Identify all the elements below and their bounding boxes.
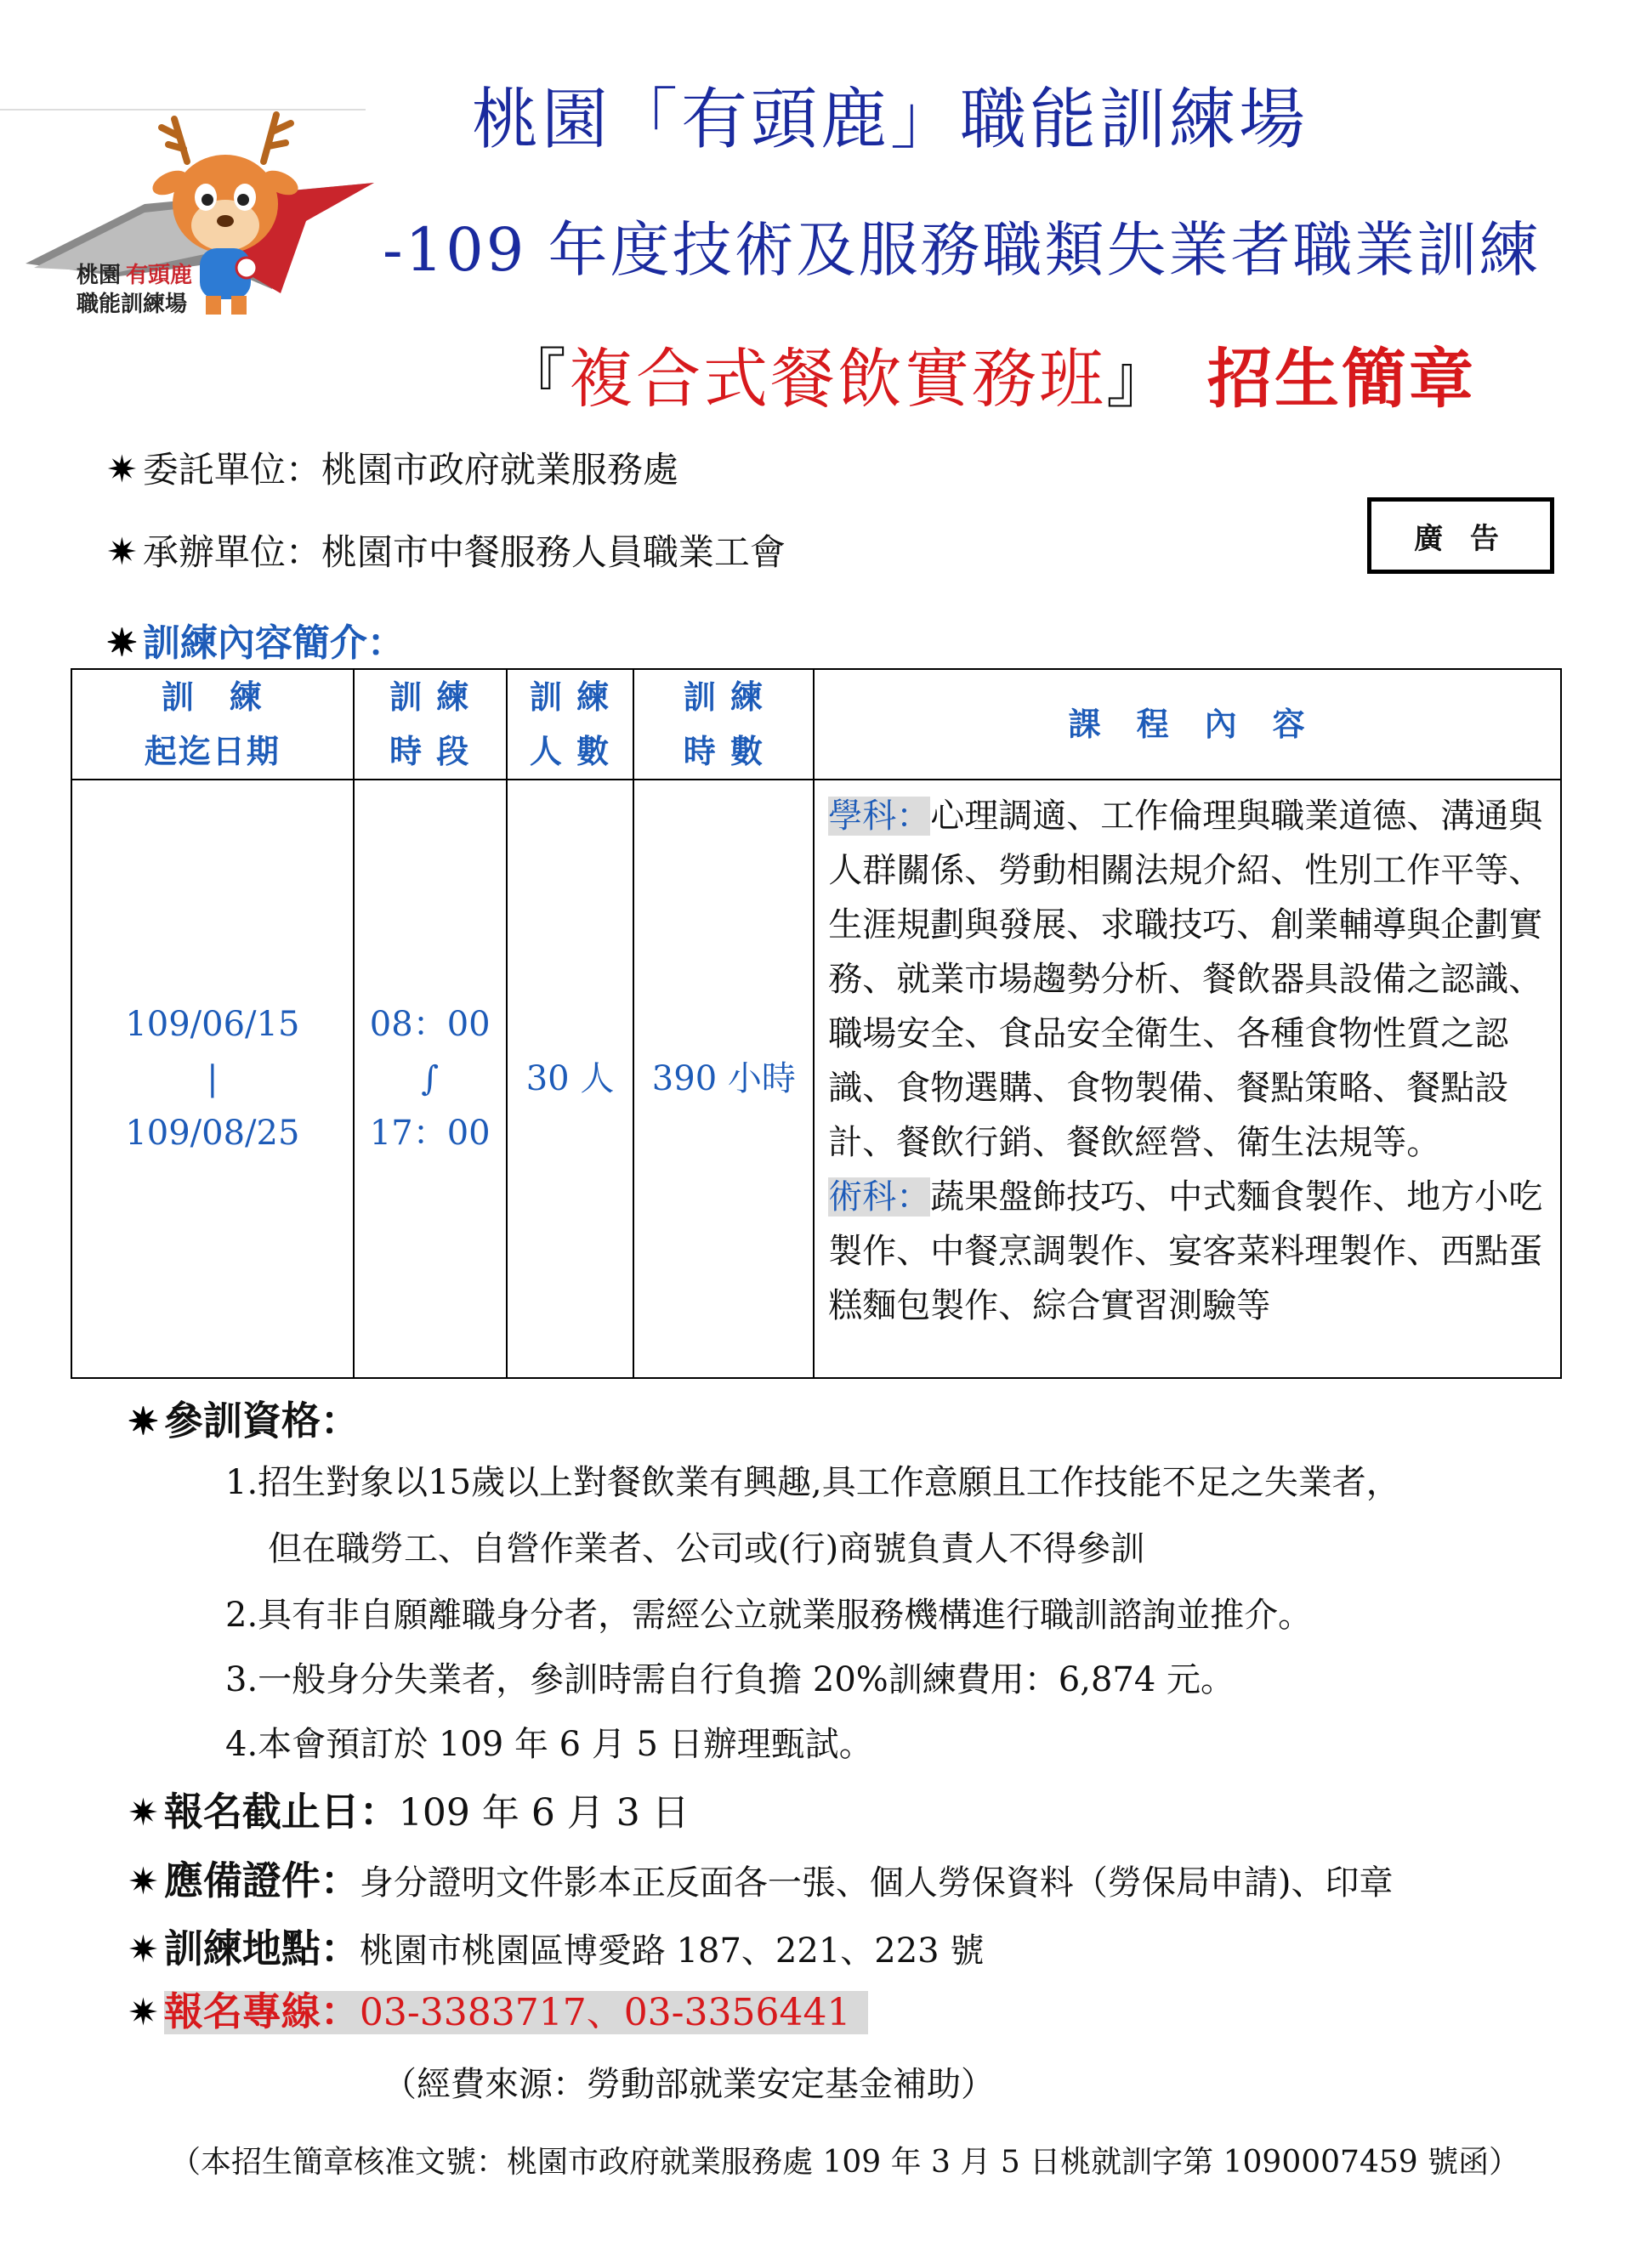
ad-badge: 廣 告	[1367, 497, 1554, 574]
contractor-value: 桃園市中餐服務人員職業工會	[321, 531, 786, 573]
practice-label: 術科：	[828, 1177, 931, 1217]
star-bullet-icon: ✷	[128, 1400, 159, 1443]
cell-period	[354, 780, 507, 1378]
hotline-value: 03-3383717、03-3356441	[359, 1991, 851, 2034]
title-open-bracket: 『	[502, 341, 569, 417]
practice-text: 蔬果盤飾技巧、中式麵食製作、地方小吃製作、中餐烹調製作、宴客菜料理製作、西點蛋糕麵包製作、綜合實習測驗等	[828, 1177, 1543, 1325]
title-close-bracket: 』	[1106, 341, 1173, 417]
cell-content	[814, 780, 1561, 1378]
deadline-label: 報名截止日：	[163, 1789, 399, 1835]
header-period-line2: 時 段	[389, 732, 471, 770]
documents-value: 身分證明文件影本正反面各一張、個人勞保資料（勞保局申請)、印章	[359, 1863, 1394, 1903]
header-hours-line1: 訓 練	[683, 678, 764, 716]
deadline-value: 109 年 6 月 3 日	[398, 1791, 690, 1835]
header-content: 課 程 內 容	[814, 669, 1561, 780]
header-period-line1: 訓 練	[389, 678, 471, 716]
contractor-line	[106, 525, 786, 576]
approval-note: （本招生簡章核准文號：桃園市政府就業服務處 109 年 3 月 5 日桃就訓字第 1090007459 號函）	[170, 2145, 1520, 2180]
course-name: 複合式餐飲實務班	[569, 341, 1106, 417]
svg-text:有頭鹿: 有頭鹿	[126, 263, 193, 288]
header-people-line2: 人 數	[529, 732, 611, 770]
qualification-item-1-cont: 但在職勞工、自營作業者、公司或(行)商號負責人不得參訓	[268, 1529, 1145, 1568]
funding-note: （經費來源：勞動部就業安定基金補助）	[383, 2065, 995, 2104]
star-bullet-icon: ✷	[128, 1860, 159, 1903]
documents-line	[128, 1850, 1393, 1906]
cell-dates	[71, 780, 354, 1378]
star-bullet-icon: ✷	[128, 1928, 159, 1971]
star-bullet-icon: ✷	[106, 621, 138, 665]
date-start: 109/06/15	[125, 1005, 300, 1044]
summary-heading	[106, 612, 405, 666]
qualification-item-2: 2.具有非自願離職身分者，需經公立就業服務機構進行職訓諮詢並推介。	[225, 1596, 1313, 1635]
commission-label: 委託單位：	[142, 449, 321, 491]
location-label: 訓練地點：	[163, 1926, 360, 1971]
table-header-row	[71, 669, 1561, 780]
theory-label: 學科：	[828, 797, 931, 836]
date-end: 109/08/25	[125, 1114, 300, 1153]
summary-label: 訓練內容簡介：	[142, 621, 405, 665]
commission-line	[106, 442, 678, 493]
time-start: 08：00	[369, 1005, 491, 1044]
svg-text:桃園: 桃園	[77, 263, 122, 288]
header-people	[507, 669, 634, 780]
time-separator: ∫	[421, 1059, 440, 1098]
qualification-item-3: 3.一般身分失業者，參訓時需自行負擔 20%訓練費用：6,874 元。	[225, 1660, 1235, 1699]
star-bullet-icon: ✷	[106, 448, 138, 491]
time-end: 17：00	[369, 1114, 491, 1153]
location-line	[128, 1918, 984, 1974]
commission-value: 桃園市政府就業服務處	[321, 449, 678, 491]
star-bullet-icon: ✷	[106, 530, 138, 574]
svg-text:職能訓練場: 職能訓練場	[77, 292, 188, 317]
deer-mascot-icon	[17, 102, 374, 340]
header-date	[71, 669, 354, 780]
documents-label: 應備證件：	[163, 1857, 360, 1903]
contractor-label: 承辦單位：	[142, 531, 321, 573]
header-hours-line2: 時 數	[683, 732, 764, 770]
deadline-line	[128, 1781, 690, 1837]
theory-block	[828, 789, 1547, 1170]
location-value: 桃園市桃園區博愛路 187、221、223 號	[359, 1931, 985, 1971]
star-bullet-icon: ✷	[128, 1791, 159, 1835]
header-date-line1: 訓 練	[161, 678, 264, 716]
course-title	[502, 327, 1476, 420]
logo	[17, 102, 374, 340]
hotline-label: 報名專線：	[163, 1988, 360, 2034]
star-bullet-icon: ✷	[128, 1991, 159, 2034]
qualification-heading	[128, 1390, 360, 1446]
title-suffix: 招生簡章	[1207, 341, 1476, 417]
header-hours	[633, 669, 814, 780]
qualification-title: 參訓資格：	[163, 1398, 360, 1443]
header-people-line1: 訓 練	[529, 678, 611, 716]
cell-people: 30 人	[507, 780, 634, 1378]
hotline-line	[128, 1981, 868, 2037]
practice-block	[828, 1170, 1547, 1333]
header-date-line2: 起迄日期	[144, 732, 281, 770]
qualification-item-1: 1.招生對象以15歲以上對餐飲業有興趣,具工作意願且工作技能不足之失業者，	[225, 1463, 1400, 1502]
header-period	[354, 669, 507, 780]
page-subtitle: -109 年度技術及服務職類失業者職業訓練	[383, 215, 1541, 285]
date-separator: |	[207, 1059, 219, 1098]
page-title: 桃園「有頭鹿」職能訓練場	[472, 82, 1309, 158]
course-table	[71, 668, 1562, 1379]
qualification-item-4: 4.本會預訂於 109 年 6 月 5 日辦理甄試。	[225, 1725, 873, 1764]
table-row	[71, 780, 1561, 1378]
cell-hours: 390 小時	[633, 780, 814, 1378]
hotline-text	[163, 1988, 868, 2034]
theory-text: 心理調適、工作倫理與職業道德、溝通與人群關係、勞動相關法規介紹、性別工作平等、生涯規劃與發展、求職技巧、創業輔導與企劃實務、就業市場趨勢分析、餐飲器具設備之認識、職場安全、食品安全衛生、各種食物性質之認識、食物選購、食物製備、餐點策略、餐點設計、餐飲行銷、餐飲經營、衛生法規等。	[828, 797, 1543, 1162]
